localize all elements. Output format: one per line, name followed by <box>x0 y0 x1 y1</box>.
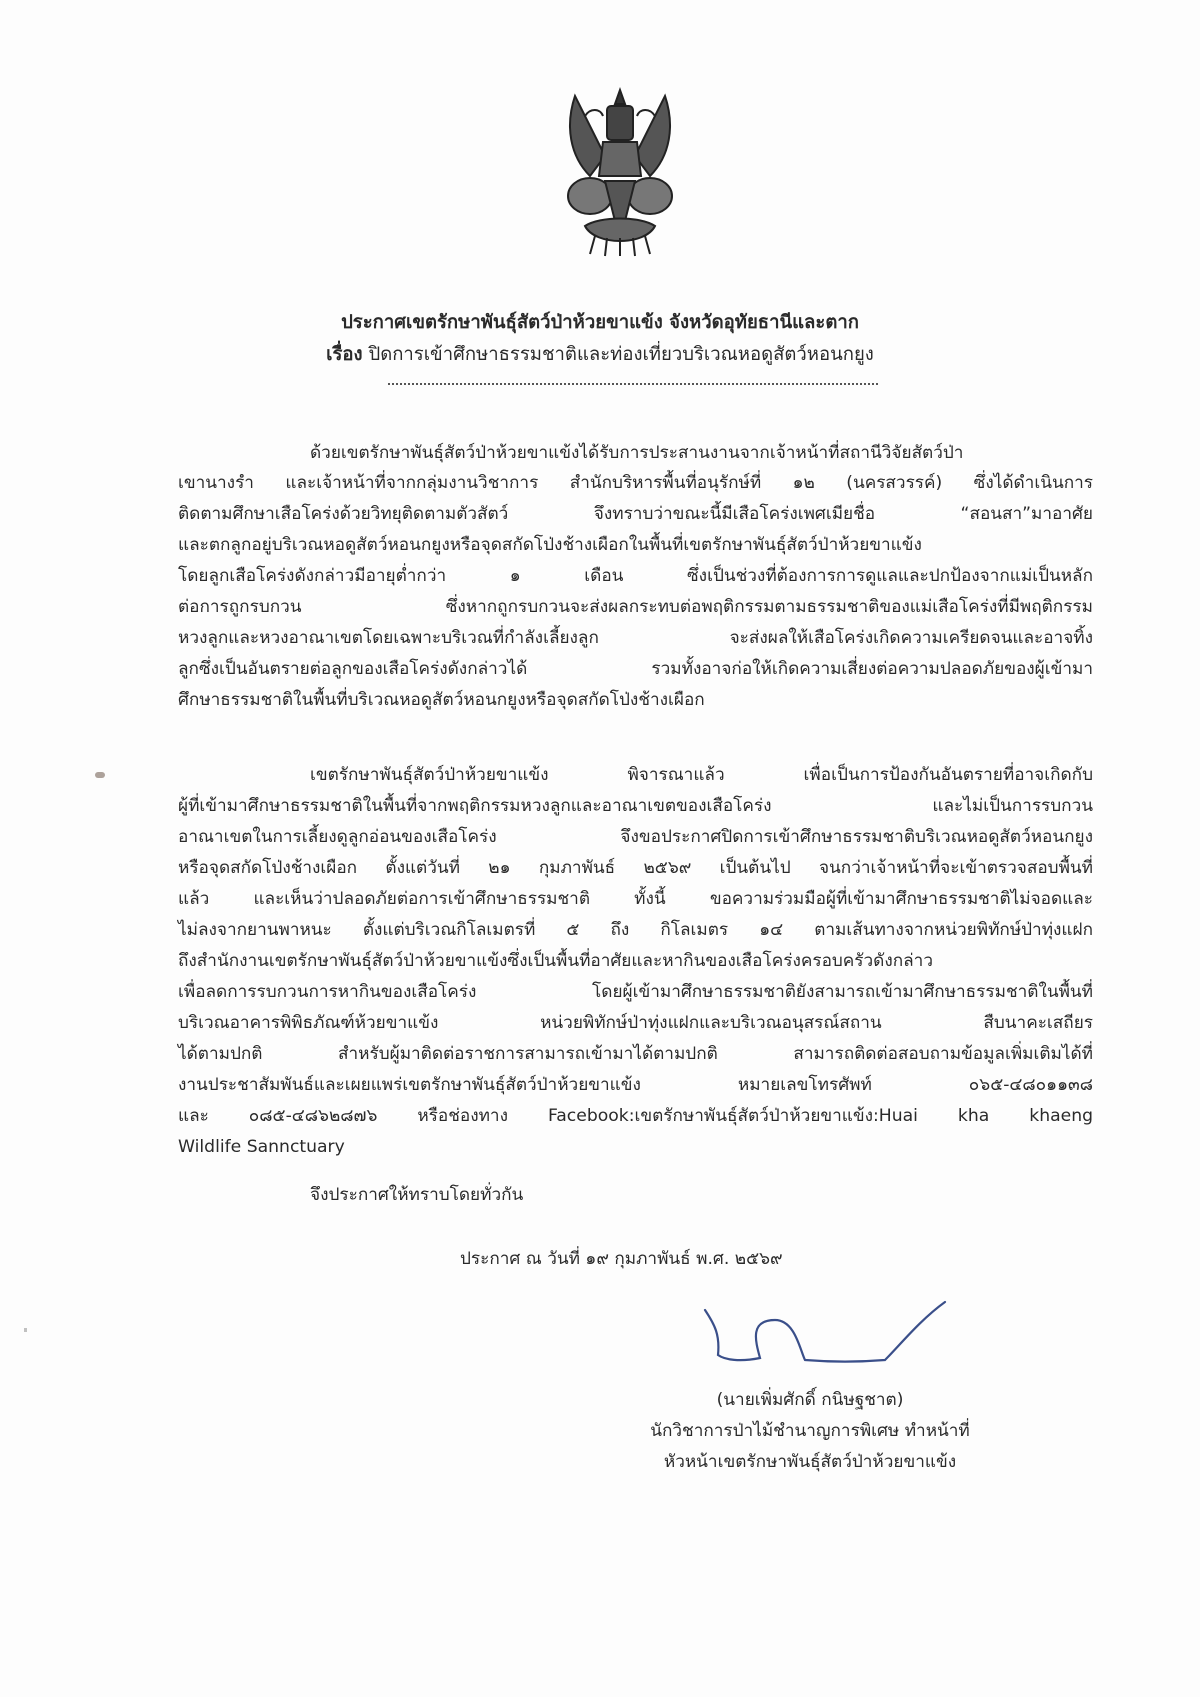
garuda-emblem-icon <box>545 86 695 258</box>
paragraph1-line: เขานางรำ และเจ้าหน้าที่จากกลุ่มงานวิชาการ สำนักบริหารพื้นที่อนุรักษ์ที่ ๑๒ (นครสวรรค์) ซึ่งได้ดำเนินการ <box>178 473 1093 493</box>
subject-label: เรื่อง <box>326 344 363 365</box>
paragraph2-line: ได้ตามปกติ สำหรับผู้มาติดต่อราชการสามารถเข้ามาได้ตามปกติ สามารถติดต่อสอบถามข้อมูลเพิ่มเติมได้ที่ <box>178 1044 1093 1064</box>
paragraph1-line: และตกลูกอยู่บริเวณหอดูสัตว์หอนกยูงหรือจุดสกัดโป่งช้างเผือกในพื้นที่เขตรักษาพันธุ์สัตว์ป่าห้วยขาแข้ง <box>178 535 922 555</box>
paragraph1-line: หวงลูกและหวงอาณาเขตโดยเฉพาะบริเวณที่กำลังเลี้ยงลูก จะส่งผลให้เสือโคร่งเกิดความเครียดจนและอาจทิ้ง <box>178 628 1093 648</box>
paragraph2-line: และ ๐๘๕-๔๘๖๒๘๗๖ หรือช่องทาง Facebook:เขตรักษาพันธุ์สัตว์ป่าห้วยขาแข้ง:Huai kha khaeng <box>178 1106 1093 1126</box>
paragraph1-line: ศึกษาธรรมชาติในพื้นที่บริเวณหอดูสัตว์หอนกยูงหรือจุดสกัดโป่งช้างเผือก <box>178 690 705 710</box>
subject-text: ปิดการเข้าศึกษาธรรมชาติและท่องเที่ยวบริเวณหอดูสัตว์หอนกยูง <box>368 344 874 365</box>
paragraph1-line: ต่อการถูกรบกวน ซึ่งหากถูกรบกวนจะส่งผลกระทบต่อพฤติกรรมตามธรรมชาติของแม่เสือโคร่งที่มีพฤติกรรม <box>178 597 1093 617</box>
paragraph1-line: ติดตามศึกษาเสือโคร่งด้วยวิทยุติดตามตัวสัตว์ จึงทราบว่าขณะนี้มีเสือโคร่งเพศเมียชื่อ “สอนสา”มาอาศัย <box>178 504 1093 524</box>
paragraph2-line: ผู้ที่เข้ามาศึกษาธรรมชาติในพื้นที่จากพฤติกรรมหวงลูกและอาณาเขตของเสือโคร่ง และไม่เป็นการรบกวน <box>178 796 1093 816</box>
paragraph2-line: ไม่ลงจากยานพาหนะ ตั้งแต่บริเวณกิโลเมตรที่ ๕ ถึง กิโลเมตร ๑๔ ตามเส้นทางจากหน่วยพิทักษ์ป่าทุ่งแฝก <box>178 920 1093 940</box>
paragraph1-line: ด้วยเขตรักษาพันธุ์สัตว์ป่าห้วยขาแข้งได้รับการประสานงานจากเจ้าหน้าที่สถานีวิจัยสัตว์ป่า <box>310 443 964 463</box>
paragraph1-line: ลูกซึ่งเป็นอันตรายต่อลูกของเสือโคร่งดังกล่าวได้ รวมทั้งอาจก่อให้เกิดความเสี่ยงต่อความปลอดภัยของผู้เข้ามา <box>178 659 1093 679</box>
paragraph2-line: งานประชาสัมพันธ์และเผยแพร่เขตรักษาพันธุ์สัตว์ป่าห้วยขาแข้ง หมายเลขโทรศัพท์ ๐๖๕-๔๘๐๑๑๓๘ <box>178 1075 1093 1095</box>
paragraph2-line: แล้ว และเห็นว่าปลอดภัยต่อการเข้าศึกษาธรรมชาติ ทั้งนี้ ขอความร่วมมือผู้ที่เข้ามาศึกษาธรรมชาติไม่จอดและ <box>178 889 1093 909</box>
closing-statement: จึงประกาศให้ทราบโดยทั่วกัน <box>310 1185 524 1205</box>
paragraph2-line: Wildlife Sannctuary <box>178 1137 345 1157</box>
paragraph2-line: เพื่อลดการรบกวนการหากินของเสือโคร่ง โดยผู้เข้ามาศึกษาธรรมชาติยังสามารถเข้ามาศึกษาธรรมชาติในพื้นที่ <box>178 982 1093 1002</box>
signatory-title-line2: หัวหน้าเขตรักษาพันธุ์สัตว์ป่าห้วยขาแข้ง <box>663 1452 957 1472</box>
document-subject <box>0 340 1200 369</box>
signatory-title-line1: นักวิชาการป่าไม้ชำนาญการพิเศษ ทำหน้าที่ <box>650 1421 970 1441</box>
document-title: ประกาศเขตรักษาพันธุ์สัตว์ป่าห้วยขาแข้ง จังหวัดอุทัยธานีและตาก <box>341 312 859 333</box>
scan-speck <box>95 772 105 778</box>
paragraph2-line: บริเวณอาคารพิพิธภัณฑ์ห้วยขาแข้ง หน่วยพิทักษ์ป่าทุ่งแฝกและบริเวณอนุสรณ์สถาน สืบนาคะเสถียร <box>178 1013 1093 1033</box>
paragraph2-line: หรือจุดสกัดโป่งช้างเผือก ตั้งแต่วันที่ ๒๑ กุมภาพันธ์ ๒๕๖๙ เป็นต้นไป จนกว่าเจ้าหน้าที่จะเข้าตรวจสอบพื้นที่ <box>178 858 1093 878</box>
paragraph2-line: เขตรักษาพันธุ์สัตว์ป่าห้วยขาแข้ง พิจารณาแล้ว เพื่อเป็นการป้องกันอันตรายที่อาจเกิดกับ <box>310 765 1093 785</box>
signature-icon <box>700 1300 960 1380</box>
divider-dotted <box>388 383 878 385</box>
announcement-date: ประกาศ ณ วันที่ ๑๙ กุมภาพันธ์ พ.ศ. ๒๕๖๙ <box>460 1249 783 1269</box>
paragraph1-line: โดยลูกเสือโคร่งดังกล่าวมีอายุต่ำกว่า ๑ เดือน ซึ่งเป็นช่วงที่ต้องการการดูแลและปกป้องจากแม่เป็นหลัก <box>178 566 1093 586</box>
signatory-name: (นายเพิ่มศักดิ์ กนิษฐชาต) <box>716 1390 904 1410</box>
paragraph2-line: ถึงสำนักงานเขตรักษาพันธุ์สัตว์ป่าห้วยขาแข้งซึ่งเป็นพื้นที่อาศัยและหากินของเสือโคร่งครอบครัวดังกล่าว <box>178 951 933 971</box>
scan-speck <box>24 1328 27 1332</box>
paragraph2-line: อาณาเขตในการเลี้ยงดูลูกอ่อนของเสือโคร่ง จึงขอประกาศปิดการเข้าศึกษาธรรมชาติบริเวณหอดูสัตว์หอนกยูง <box>178 827 1093 847</box>
